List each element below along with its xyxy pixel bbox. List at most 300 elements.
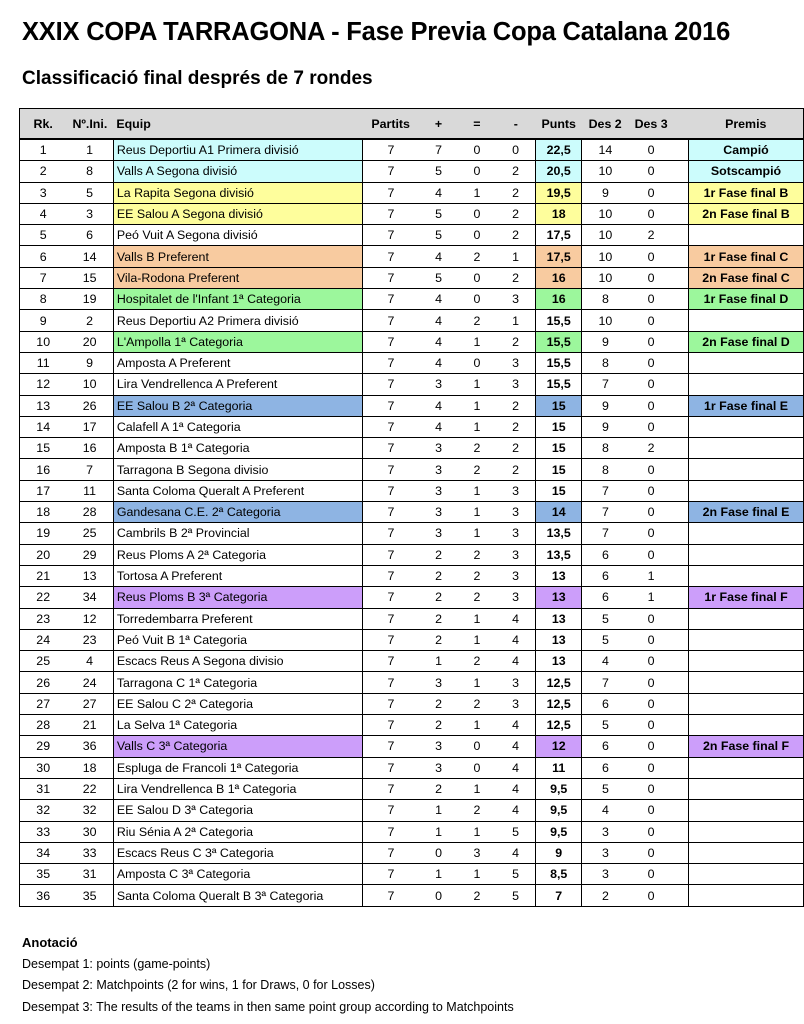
cell-rank: 12 bbox=[20, 374, 67, 395]
cell-games: 7 bbox=[362, 310, 419, 331]
cell-losses: 2 bbox=[496, 161, 536, 182]
cell-tiebreak-3: 0 bbox=[629, 523, 674, 544]
cell-wins: 5 bbox=[419, 161, 458, 182]
cell-spacer bbox=[674, 693, 689, 714]
cell-tiebreak-2: 5 bbox=[582, 629, 629, 650]
cell-points: 11 bbox=[536, 757, 582, 778]
cell-team: EE Salou C 2ª Categoria bbox=[113, 693, 362, 714]
cell-rank: 30 bbox=[20, 757, 67, 778]
cell-rank: 11 bbox=[20, 352, 67, 373]
cell-games: 7 bbox=[362, 459, 419, 480]
table-row bbox=[20, 225, 804, 246]
cell-points: 8,5 bbox=[536, 864, 582, 885]
table-row bbox=[20, 459, 804, 480]
cell-initial-number: 29 bbox=[66, 544, 113, 565]
cell-team: Lira Vendrellenca B 1ª Categoria bbox=[113, 778, 362, 799]
cell-losses: 4 bbox=[496, 736, 536, 757]
cell-draws: 0 bbox=[458, 352, 496, 373]
table-row bbox=[20, 608, 804, 629]
header-prizes: Premis bbox=[689, 109, 804, 140]
cell-losses: 2 bbox=[496, 203, 536, 224]
cell-wins: 3 bbox=[419, 672, 458, 693]
cell-team: Gandesana C.E. 2ª Categoria bbox=[113, 502, 362, 523]
cell-team: EE Salou A Segona divisió bbox=[113, 203, 362, 224]
cell-losses: 2 bbox=[496, 182, 536, 203]
page-title: XXIX COPA TARRAGONA - Fase Previa Copa Catalana 2016 bbox=[22, 18, 731, 46]
cell-rank: 25 bbox=[20, 651, 67, 672]
header-spacer bbox=[674, 109, 689, 140]
cell-tiebreak-2: 8 bbox=[582, 352, 629, 373]
cell-prize: Campió bbox=[689, 139, 804, 161]
cell-wins: 2 bbox=[419, 565, 458, 586]
cell-points: 15 bbox=[536, 416, 582, 437]
cell-prize bbox=[689, 480, 804, 501]
cell-points: 22,5 bbox=[536, 139, 582, 161]
cell-tiebreak-2: 6 bbox=[582, 565, 629, 586]
cell-spacer bbox=[674, 864, 689, 885]
cell-initial-number: 10 bbox=[66, 374, 113, 395]
cell-rank: 27 bbox=[20, 693, 67, 714]
cell-games: 7 bbox=[362, 651, 419, 672]
header-rank: Rk. bbox=[20, 109, 67, 140]
cell-losses: 4 bbox=[496, 608, 536, 629]
cell-wins: 0 bbox=[419, 885, 458, 906]
cell-initial-number: 18 bbox=[66, 757, 113, 778]
cell-tiebreak-3: 0 bbox=[629, 864, 674, 885]
cell-tiebreak-3: 0 bbox=[629, 629, 674, 650]
cell-points: 20,5 bbox=[536, 161, 582, 182]
cell-games: 7 bbox=[362, 225, 419, 246]
cell-losses: 3 bbox=[496, 480, 536, 501]
cell-rank: 34 bbox=[20, 842, 67, 863]
cell-tiebreak-2: 7 bbox=[582, 672, 629, 693]
table-row bbox=[20, 203, 804, 224]
cell-points: 15,5 bbox=[536, 331, 582, 352]
cell-games: 7 bbox=[362, 438, 419, 459]
cell-wins: 4 bbox=[419, 246, 458, 267]
cell-tiebreak-3: 0 bbox=[629, 736, 674, 757]
cell-wins: 5 bbox=[419, 203, 458, 224]
cell-prize bbox=[689, 310, 804, 331]
cell-spacer bbox=[674, 246, 689, 267]
cell-rank: 22 bbox=[20, 587, 67, 608]
table-row bbox=[20, 565, 804, 586]
cell-initial-number: 34 bbox=[66, 587, 113, 608]
cell-games: 7 bbox=[362, 693, 419, 714]
cell-losses: 1 bbox=[496, 310, 536, 331]
cell-team: Tarragona C 1ª Categoria bbox=[113, 672, 362, 693]
cell-rank: 31 bbox=[20, 778, 67, 799]
cell-losses: 4 bbox=[496, 629, 536, 650]
cell-team: Escacs Reus C 3ª Categoria bbox=[113, 842, 362, 863]
cell-draws: 2 bbox=[458, 246, 496, 267]
cell-tiebreak-2: 6 bbox=[582, 736, 629, 757]
cell-tiebreak-2: 5 bbox=[582, 608, 629, 629]
cell-tiebreak-2: 7 bbox=[582, 480, 629, 501]
cell-points: 15,5 bbox=[536, 310, 582, 331]
cell-points: 15 bbox=[536, 480, 582, 501]
cell-games: 7 bbox=[362, 480, 419, 501]
table-row bbox=[20, 800, 804, 821]
cell-rank: 8 bbox=[20, 289, 67, 310]
cell-team: Tarragona B Segona divisio bbox=[113, 459, 362, 480]
cell-wins: 2 bbox=[419, 715, 458, 736]
cell-tiebreak-3: 0 bbox=[629, 182, 674, 203]
cell-tiebreak-2: 10 bbox=[582, 310, 629, 331]
notes-section bbox=[22, 932, 514, 1018]
cell-prize: 2n Fase final D bbox=[689, 331, 804, 352]
cell-tiebreak-3: 0 bbox=[629, 331, 674, 352]
cell-team: Amposta B 1ª Categoria bbox=[113, 438, 362, 459]
cell-initial-number: 9 bbox=[66, 352, 113, 373]
cell-points: 15,5 bbox=[536, 352, 582, 373]
cell-tiebreak-2: 8 bbox=[582, 289, 629, 310]
cell-points: 13,5 bbox=[536, 544, 582, 565]
cell-rank: 20 bbox=[20, 544, 67, 565]
cell-draws: 1 bbox=[458, 480, 496, 501]
cell-tiebreak-3: 2 bbox=[629, 225, 674, 246]
cell-draws: 2 bbox=[458, 438, 496, 459]
cell-wins: 1 bbox=[419, 821, 458, 842]
cell-initial-number: 12 bbox=[66, 608, 113, 629]
cell-games: 7 bbox=[362, 715, 419, 736]
cell-spacer bbox=[674, 416, 689, 437]
note-line: Desempat 3: The results of the teams in then same point group according to Matchpoints bbox=[22, 999, 514, 1014]
header-points: Punts bbox=[536, 109, 582, 140]
cell-initial-number: 8 bbox=[66, 161, 113, 182]
cell-initial-number: 15 bbox=[66, 267, 113, 288]
cell-spacer bbox=[674, 310, 689, 331]
cell-prize bbox=[689, 821, 804, 842]
cell-rank: 32 bbox=[20, 800, 67, 821]
cell-games: 7 bbox=[362, 587, 419, 608]
cell-draws: 1 bbox=[458, 331, 496, 352]
standings-table bbox=[19, 108, 804, 907]
cell-tiebreak-3: 0 bbox=[629, 651, 674, 672]
cell-tiebreak-2: 3 bbox=[582, 842, 629, 863]
cell-prize bbox=[689, 800, 804, 821]
cell-losses: 2 bbox=[496, 438, 536, 459]
cell-games: 7 bbox=[362, 374, 419, 395]
cell-prize bbox=[689, 459, 804, 480]
cell-prize bbox=[689, 225, 804, 246]
cell-initial-number: 14 bbox=[66, 246, 113, 267]
cell-losses: 2 bbox=[496, 395, 536, 416]
cell-spacer bbox=[674, 587, 689, 608]
cell-draws: 1 bbox=[458, 523, 496, 544]
cell-wins: 4 bbox=[419, 416, 458, 437]
cell-initial-number: 19 bbox=[66, 289, 113, 310]
cell-prize bbox=[689, 715, 804, 736]
cell-draws: 1 bbox=[458, 374, 496, 395]
cell-initial-number: 30 bbox=[66, 821, 113, 842]
cell-initial-number: 25 bbox=[66, 523, 113, 544]
cell-points: 9,5 bbox=[536, 778, 582, 799]
cell-initial-number: 23 bbox=[66, 629, 113, 650]
cell-wins: 3 bbox=[419, 502, 458, 523]
cell-tiebreak-3: 0 bbox=[629, 885, 674, 906]
cell-games: 7 bbox=[362, 757, 419, 778]
cell-spacer bbox=[674, 800, 689, 821]
cell-team: Riu Sénia A 2ª Categoria bbox=[113, 821, 362, 842]
cell-wins: 3 bbox=[419, 374, 458, 395]
cell-wins: 2 bbox=[419, 629, 458, 650]
cell-wins: 2 bbox=[419, 693, 458, 714]
cell-points: 16 bbox=[536, 267, 582, 288]
cell-points: 9,5 bbox=[536, 800, 582, 821]
cell-initial-number: 22 bbox=[66, 778, 113, 799]
table-row bbox=[20, 523, 804, 544]
cell-losses: 3 bbox=[496, 352, 536, 373]
cell-draws: 0 bbox=[458, 225, 496, 246]
cell-wins: 7 bbox=[419, 139, 458, 161]
cell-prize bbox=[689, 565, 804, 586]
cell-prize: 1r Fase final E bbox=[689, 395, 804, 416]
cell-tiebreak-3: 0 bbox=[629, 139, 674, 161]
cell-games: 7 bbox=[362, 331, 419, 352]
cell-prize bbox=[689, 778, 804, 799]
cell-team: Valls A Segona divisió bbox=[113, 161, 362, 182]
cell-tiebreak-3: 1 bbox=[629, 565, 674, 586]
cell-rank: 16 bbox=[20, 459, 67, 480]
cell-initial-number: 1 bbox=[66, 139, 113, 161]
notes-heading: Anotació bbox=[22, 935, 78, 950]
cell-spacer bbox=[674, 565, 689, 586]
cell-rank: 14 bbox=[20, 416, 67, 437]
cell-prize bbox=[689, 608, 804, 629]
cell-tiebreak-3: 0 bbox=[629, 374, 674, 395]
cell-points: 15 bbox=[536, 459, 582, 480]
cell-wins: 4 bbox=[419, 331, 458, 352]
cell-spacer bbox=[674, 672, 689, 693]
cell-rank: 6 bbox=[20, 246, 67, 267]
cell-wins: 3 bbox=[419, 438, 458, 459]
cell-rank: 13 bbox=[20, 395, 67, 416]
cell-team: Cambrils B 2ª Provincial bbox=[113, 523, 362, 544]
cell-spacer bbox=[674, 715, 689, 736]
cell-team: Hospitalet de l'Infant 1ª Categoria bbox=[113, 289, 362, 310]
cell-spacer bbox=[674, 523, 689, 544]
cell-wins: 4 bbox=[419, 352, 458, 373]
cell-rank: 33 bbox=[20, 821, 67, 842]
cell-games: 7 bbox=[362, 139, 419, 161]
cell-draws: 1 bbox=[458, 715, 496, 736]
cell-wins: 0 bbox=[419, 842, 458, 863]
cell-tiebreak-3: 0 bbox=[629, 289, 674, 310]
cell-tiebreak-2: 6 bbox=[582, 693, 629, 714]
cell-rank: 21 bbox=[20, 565, 67, 586]
cell-losses: 2 bbox=[496, 416, 536, 437]
cell-rank: 18 bbox=[20, 502, 67, 523]
cell-team: L'Ampolla 1ª Categoria bbox=[113, 331, 362, 352]
cell-points: 7 bbox=[536, 885, 582, 906]
table-row bbox=[20, 736, 804, 757]
cell-team: Reus Deportiu A1 Primera divisió bbox=[113, 139, 362, 161]
cell-team: Espluga de Francoli 1ª Categoria bbox=[113, 757, 362, 778]
cell-games: 7 bbox=[362, 821, 419, 842]
cell-spacer bbox=[674, 289, 689, 310]
cell-tiebreak-2: 10 bbox=[582, 203, 629, 224]
cell-team: Calafell A 1ª Categoria bbox=[113, 416, 362, 437]
cell-tiebreak-2: 5 bbox=[582, 715, 629, 736]
cell-rank: 35 bbox=[20, 864, 67, 885]
table-row bbox=[20, 672, 804, 693]
cell-spacer bbox=[674, 736, 689, 757]
cell-losses: 3 bbox=[496, 523, 536, 544]
cell-games: 7 bbox=[362, 672, 419, 693]
cell-points: 15 bbox=[536, 438, 582, 459]
cell-prize bbox=[689, 629, 804, 650]
cell-losses: 3 bbox=[496, 693, 536, 714]
cell-tiebreak-3: 0 bbox=[629, 842, 674, 863]
cell-initial-number: 7 bbox=[66, 459, 113, 480]
cell-points: 13 bbox=[536, 608, 582, 629]
cell-team: Peó Vuit A Segona divisió bbox=[113, 225, 362, 246]
cell-games: 7 bbox=[362, 161, 419, 182]
note-line: Desempat 2: Matchpoints (2 for wins, 1 for Draws, 0 for Losses) bbox=[22, 978, 375, 992]
cell-tiebreak-2: 6 bbox=[582, 544, 629, 565]
cell-games: 7 bbox=[362, 246, 419, 267]
cell-points: 12 bbox=[536, 736, 582, 757]
cell-points: 12,5 bbox=[536, 672, 582, 693]
cell-team: La Selva 1ª Categoria bbox=[113, 715, 362, 736]
cell-points: 15 bbox=[536, 395, 582, 416]
table-row bbox=[20, 885, 804, 906]
cell-tiebreak-2: 10 bbox=[582, 225, 629, 246]
cell-tiebreak-2: 14 bbox=[582, 139, 629, 161]
table-row bbox=[20, 544, 804, 565]
cell-losses: 4 bbox=[496, 757, 536, 778]
cell-draws: 1 bbox=[458, 864, 496, 885]
cell-points: 13 bbox=[536, 587, 582, 608]
cell-losses: 2 bbox=[496, 267, 536, 288]
cell-initial-number: 24 bbox=[66, 672, 113, 693]
cell-spacer bbox=[674, 331, 689, 352]
cell-team: Reus Ploms A 2ª Categoria bbox=[113, 544, 362, 565]
cell-spacer bbox=[674, 651, 689, 672]
cell-team: Reus Deportiu A2 Primera divisió bbox=[113, 310, 362, 331]
cell-spacer bbox=[674, 821, 689, 842]
cell-tiebreak-3: 0 bbox=[629, 757, 674, 778]
table-row bbox=[20, 693, 804, 714]
cell-initial-number: 26 bbox=[66, 395, 113, 416]
cell-games: 7 bbox=[362, 864, 419, 885]
cell-losses: 4 bbox=[496, 800, 536, 821]
cell-wins: 1 bbox=[419, 864, 458, 885]
table-row bbox=[20, 629, 804, 650]
cell-points: 13 bbox=[536, 629, 582, 650]
cell-tiebreak-3: 0 bbox=[629, 203, 674, 224]
table-row bbox=[20, 821, 804, 842]
cell-prize bbox=[689, 757, 804, 778]
cell-rank: 23 bbox=[20, 608, 67, 629]
cell-points: 15,5 bbox=[536, 374, 582, 395]
header-team: Equip bbox=[113, 109, 362, 140]
cell-tiebreak-3: 0 bbox=[629, 246, 674, 267]
cell-points: 9,5 bbox=[536, 821, 582, 842]
cell-initial-number: 6 bbox=[66, 225, 113, 246]
cell-tiebreak-3: 0 bbox=[629, 480, 674, 501]
table-row bbox=[20, 480, 804, 501]
cell-draws: 0 bbox=[458, 757, 496, 778]
cell-draws: 1 bbox=[458, 821, 496, 842]
cell-games: 7 bbox=[362, 203, 419, 224]
cell-points: 13,5 bbox=[536, 523, 582, 544]
cell-wins: 3 bbox=[419, 736, 458, 757]
table-row bbox=[20, 778, 804, 799]
cell-prize bbox=[689, 885, 804, 906]
cell-draws: 0 bbox=[458, 267, 496, 288]
cell-spacer bbox=[674, 629, 689, 650]
cell-tiebreak-3: 0 bbox=[629, 821, 674, 842]
cell-tiebreak-2: 10 bbox=[582, 267, 629, 288]
cell-initial-number: 3 bbox=[66, 203, 113, 224]
table-row bbox=[20, 651, 804, 672]
cell-wins: 2 bbox=[419, 587, 458, 608]
cell-prize: 1r Fase final D bbox=[689, 289, 804, 310]
cell-tiebreak-2: 9 bbox=[582, 395, 629, 416]
cell-prize: 1r Fase final F bbox=[689, 587, 804, 608]
header-tiebreak-2: Des 2 bbox=[582, 109, 629, 140]
cell-games: 7 bbox=[362, 395, 419, 416]
cell-tiebreak-3: 0 bbox=[629, 544, 674, 565]
cell-prize: 1r Fase final C bbox=[689, 246, 804, 267]
cell-initial-number: 36 bbox=[66, 736, 113, 757]
cell-wins: 4 bbox=[419, 182, 458, 203]
cell-team: La Rapita Segona divisió bbox=[113, 182, 362, 203]
table-row bbox=[20, 161, 804, 182]
table-row bbox=[20, 267, 804, 288]
cell-tiebreak-2: 7 bbox=[582, 523, 629, 544]
cell-prize: 2n Fase final F bbox=[689, 736, 804, 757]
cell-wins: 5 bbox=[419, 225, 458, 246]
cell-rank: 24 bbox=[20, 629, 67, 650]
cell-rank: 10 bbox=[20, 331, 67, 352]
cell-spacer bbox=[674, 225, 689, 246]
cell-prize bbox=[689, 374, 804, 395]
cell-spacer bbox=[674, 544, 689, 565]
cell-draws: 1 bbox=[458, 182, 496, 203]
cell-initial-number: 2 bbox=[66, 310, 113, 331]
cell-wins: 4 bbox=[419, 395, 458, 416]
cell-losses: 0 bbox=[496, 139, 536, 161]
cell-prize bbox=[689, 438, 804, 459]
cell-losses: 4 bbox=[496, 842, 536, 863]
cell-initial-number: 31 bbox=[66, 864, 113, 885]
cell-rank: 26 bbox=[20, 672, 67, 693]
cell-wins: 2 bbox=[419, 778, 458, 799]
cell-tiebreak-3: 0 bbox=[629, 352, 674, 373]
cell-tiebreak-2: 9 bbox=[582, 182, 629, 203]
cell-tiebreak-2: 5 bbox=[582, 778, 629, 799]
cell-spacer bbox=[674, 885, 689, 906]
cell-draws: 0 bbox=[458, 203, 496, 224]
cell-games: 7 bbox=[362, 523, 419, 544]
cell-rank: 15 bbox=[20, 438, 67, 459]
cell-spacer bbox=[674, 480, 689, 501]
cell-draws: 2 bbox=[458, 565, 496, 586]
cell-games: 7 bbox=[362, 778, 419, 799]
table-row bbox=[20, 416, 804, 437]
table-row bbox=[20, 289, 804, 310]
table-row bbox=[20, 715, 804, 736]
cell-games: 7 bbox=[362, 736, 419, 757]
cell-spacer bbox=[674, 139, 689, 161]
cell-team: Reus Ploms B 3ª Categoria bbox=[113, 587, 362, 608]
cell-tiebreak-2: 8 bbox=[582, 438, 629, 459]
cell-tiebreak-3: 0 bbox=[629, 693, 674, 714]
table-row bbox=[20, 757, 804, 778]
